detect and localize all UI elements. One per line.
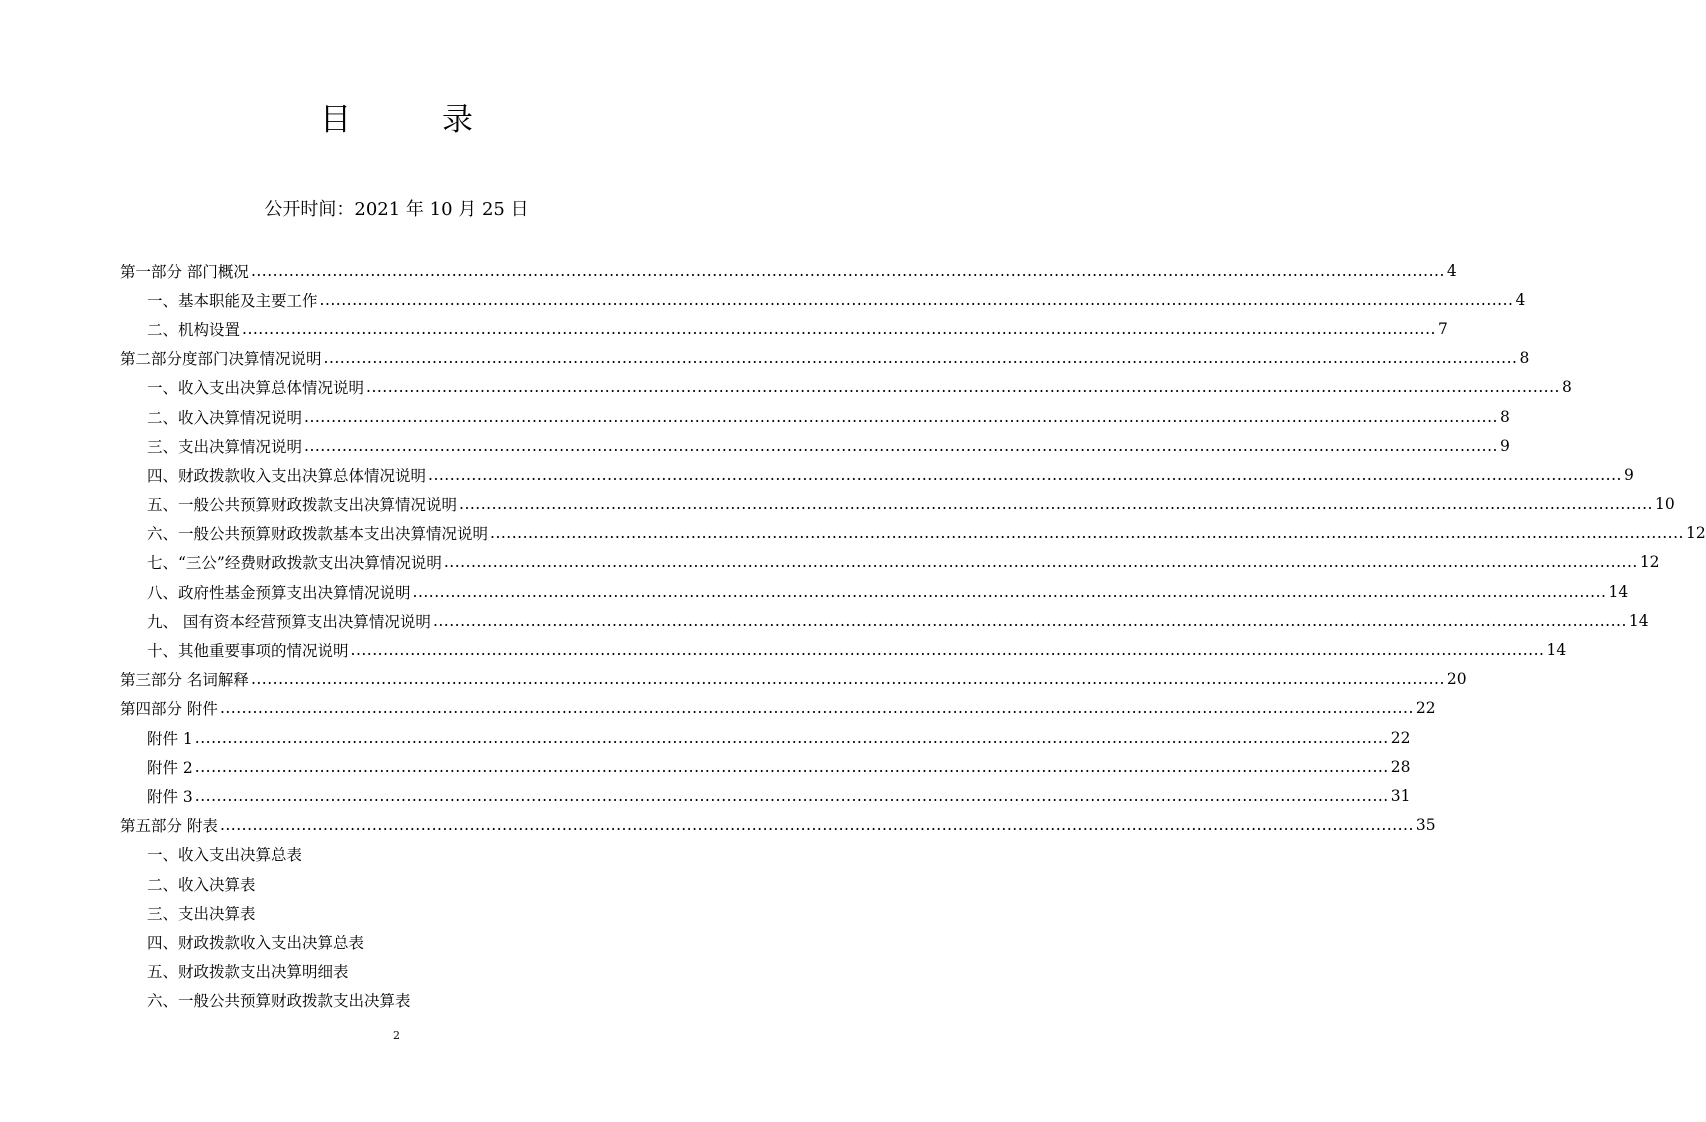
toc-entry-title: 八、政府性基金预算支出决算情况说明 — [147, 583, 411, 602]
toc-entry-title: 第五部分 附表 — [120, 817, 218, 836]
toc-entry-page: 9 — [1499, 436, 1510, 455]
toc-leader-dots: ............................................................................................................................................................................................................................ — [350, 641, 1545, 660]
toc-entry-page: 9 — [1623, 465, 1634, 484]
toc-leader-dots: ............................................................................................................................................................................................................................ — [459, 495, 1653, 514]
toc-entry[interactable] — [0, 840, 793, 869]
toc-leader-dots: ............................................................................................................................................................................................................................ — [319, 290, 1514, 309]
toc-entry-page: 14 — [1546, 641, 1567, 660]
toc-entry-page: 12 — [1639, 553, 1660, 572]
toc-entry-title: 二、收入决算表 — [147, 875, 256, 894]
page-number: 2 — [393, 1029, 400, 1042]
toc-leader-dots: ............................................................................................................................................................................................................................ — [443, 553, 1638, 572]
toc-entry[interactable] — [0, 665, 1467, 694]
toc-leader-dots: ............................................................................................................................................................................................................................ — [366, 378, 1560, 397]
toc-entry[interactable] — [0, 373, 1572, 402]
toc-entry-title: 四、财政拨款收入支出决算总体情况说明 — [147, 466, 427, 485]
toc-entry-title: 十、其他重要事项的情况说明 — [147, 642, 349, 661]
toc-leader-dots: ............................................................................................................................................................................................................................ — [428, 465, 1622, 484]
toc-leader-dots: ............................................................................................................................................................................................................................ — [194, 786, 1389, 805]
toc-entry[interactable] — [0, 694, 1436, 723]
toc-entry[interactable] — [0, 781, 1411, 810]
toc-entry[interactable] — [0, 490, 1675, 519]
toc-entry-page: 12 — [1685, 524, 1706, 543]
toc-entry[interactable] — [0, 635, 1567, 664]
toc-leader-dots: ............................................................................................................................................................................................................................ — [323, 349, 1518, 368]
toc-entry[interactable] — [0, 986, 793, 1015]
toc-entry-title: 六、一般公共预算财政拨款基本支出决算情况说明 — [147, 525, 489, 544]
toc-entry-title: 四、财政拨款收入支出决算总表 — [147, 933, 365, 952]
toc-entry-title: 三、支出决算情况说明 — [147, 437, 303, 456]
toc-leader-dots: ............................................................................................................................................................................................................................ — [490, 524, 1684, 543]
toc-entry-page: 35 — [1415, 816, 1436, 835]
toc-entry-page: 8 — [1519, 349, 1530, 368]
toc-entry-title: 第一部分 部门概况 — [120, 262, 249, 281]
toc-entry-page: 8 — [1499, 407, 1510, 426]
toc-entry-page: 10 — [1654, 495, 1675, 514]
toc-entry[interactable] — [0, 519, 1706, 548]
toc-entry[interactable] — [0, 957, 793, 986]
toc-entry[interactable] — [0, 723, 1411, 752]
toc-entry-title: 第四部分 附件 — [120, 700, 218, 719]
toc-entry-title: 五、一般公共预算财政拨款支出决算情况说明 — [147, 496, 458, 515]
toc-entry[interactable] — [0, 898, 793, 927]
toc-entry-page: 22 — [1415, 699, 1436, 718]
toc-entry-page: 4 — [1515, 290, 1526, 309]
toc-entry[interactable] — [0, 431, 1510, 460]
toc-entry[interactable] — [0, 344, 1530, 373]
toc-entry-title: 一、收入支出决算总体情况说明 — [147, 379, 365, 398]
toc-entry-page: 14 — [1628, 611, 1649, 630]
toc-entry-page: 28 — [1390, 757, 1411, 776]
toc-entry-title: 五、财政拨款支出决算明细表 — [147, 963, 349, 982]
toc-entry-title: 第三部分 名词解释 — [120, 671, 249, 690]
toc-entry-title: 二、机构设置 — [147, 320, 241, 339]
toc-leader-dots: ............................................................................................................................................................................................................................ — [242, 319, 1436, 338]
toc-entry[interactable] — [0, 577, 1629, 606]
toc-entry-title: 二、收入决算情况说明 — [147, 408, 303, 427]
toc-entry-title: 附件 2 — [147, 758, 193, 777]
page-title: 目 录 — [320, 102, 503, 138]
toc-entry-title: 九、 国有资本经营预算支出决算情况说明 — [147, 612, 431, 631]
toc-entry-page: 4 — [1446, 261, 1457, 280]
toc-entry[interactable] — [0, 548, 1660, 577]
toc-leader-dots: ............................................................................................................................................................................................................................ — [412, 582, 1607, 601]
toc-entry[interactable] — [0, 811, 1436, 840]
toc-entry-page: 22 — [1390, 728, 1411, 747]
toc-entry-title: 一、基本职能及主要工作 — [147, 291, 318, 310]
toc-leader-dots: ............................................................................................................................................................................................................................ — [432, 611, 1627, 630]
toc-entry-title: 三、支出决算表 — [147, 904, 256, 923]
toc-entry[interactable] — [0, 927, 793, 956]
toc-entry-title: 六、一般公共预算财政拨款支出决算表 — [147, 992, 411, 1011]
table-of-contents — [0, 256, 1706, 1015]
toc-entry-title: 七、“三公”经费财政拨款支出决算情况说明 — [147, 554, 442, 573]
toc-entry[interactable] — [0, 752, 1411, 781]
toc-entry[interactable] — [0, 256, 1457, 285]
toc-leader-dots: ............................................................................................................................................................................................................................ — [194, 757, 1389, 776]
toc-entry-page: 20 — [1446, 670, 1467, 689]
publish-date: 公开时间：2021 年 10 月 25 日 — [264, 199, 529, 220]
toc-leader-dots: ............................................................................................................................................................................................................................ — [250, 670, 1445, 689]
toc-entry-page: 14 — [1608, 582, 1629, 601]
toc-entry-title: 第二部分度部门决算情况说明 — [120, 350, 322, 369]
toc-entry[interactable] — [0, 314, 1448, 343]
toc-leader-dots: ............................................................................................................................................................................................................................ — [219, 699, 1414, 718]
toc-entry[interactable] — [0, 402, 1510, 431]
toc-leader-dots: ............................................................................................................................................................................................................................ — [304, 407, 1498, 426]
toc-entry[interactable] — [0, 460, 1634, 489]
toc-entry-page: 31 — [1390, 786, 1411, 805]
toc-entry[interactable] — [0, 285, 1526, 314]
toc-entry-title: 附件 1 — [147, 729, 193, 748]
toc-entry-title: 附件 3 — [147, 787, 193, 806]
toc-leader-dots: ............................................................................................................................................................................................................................ — [194, 728, 1389, 747]
toc-entry-page: 8 — [1561, 378, 1572, 397]
toc-leader-dots: ............................................................................................................................................................................................................................ — [304, 436, 1498, 455]
toc-leader-dots: ............................................................................................................................................................................................................................ — [250, 261, 1445, 280]
toc-entry-title: 一、收入支出决算总表 — [147, 846, 303, 865]
toc-entry[interactable] — [0, 606, 1649, 635]
toc-leader-dots: ............................................................................................................................................................................................................................ — [219, 816, 1414, 835]
toc-entry-page: 7 — [1437, 319, 1448, 338]
toc-entry[interactable] — [0, 869, 793, 898]
